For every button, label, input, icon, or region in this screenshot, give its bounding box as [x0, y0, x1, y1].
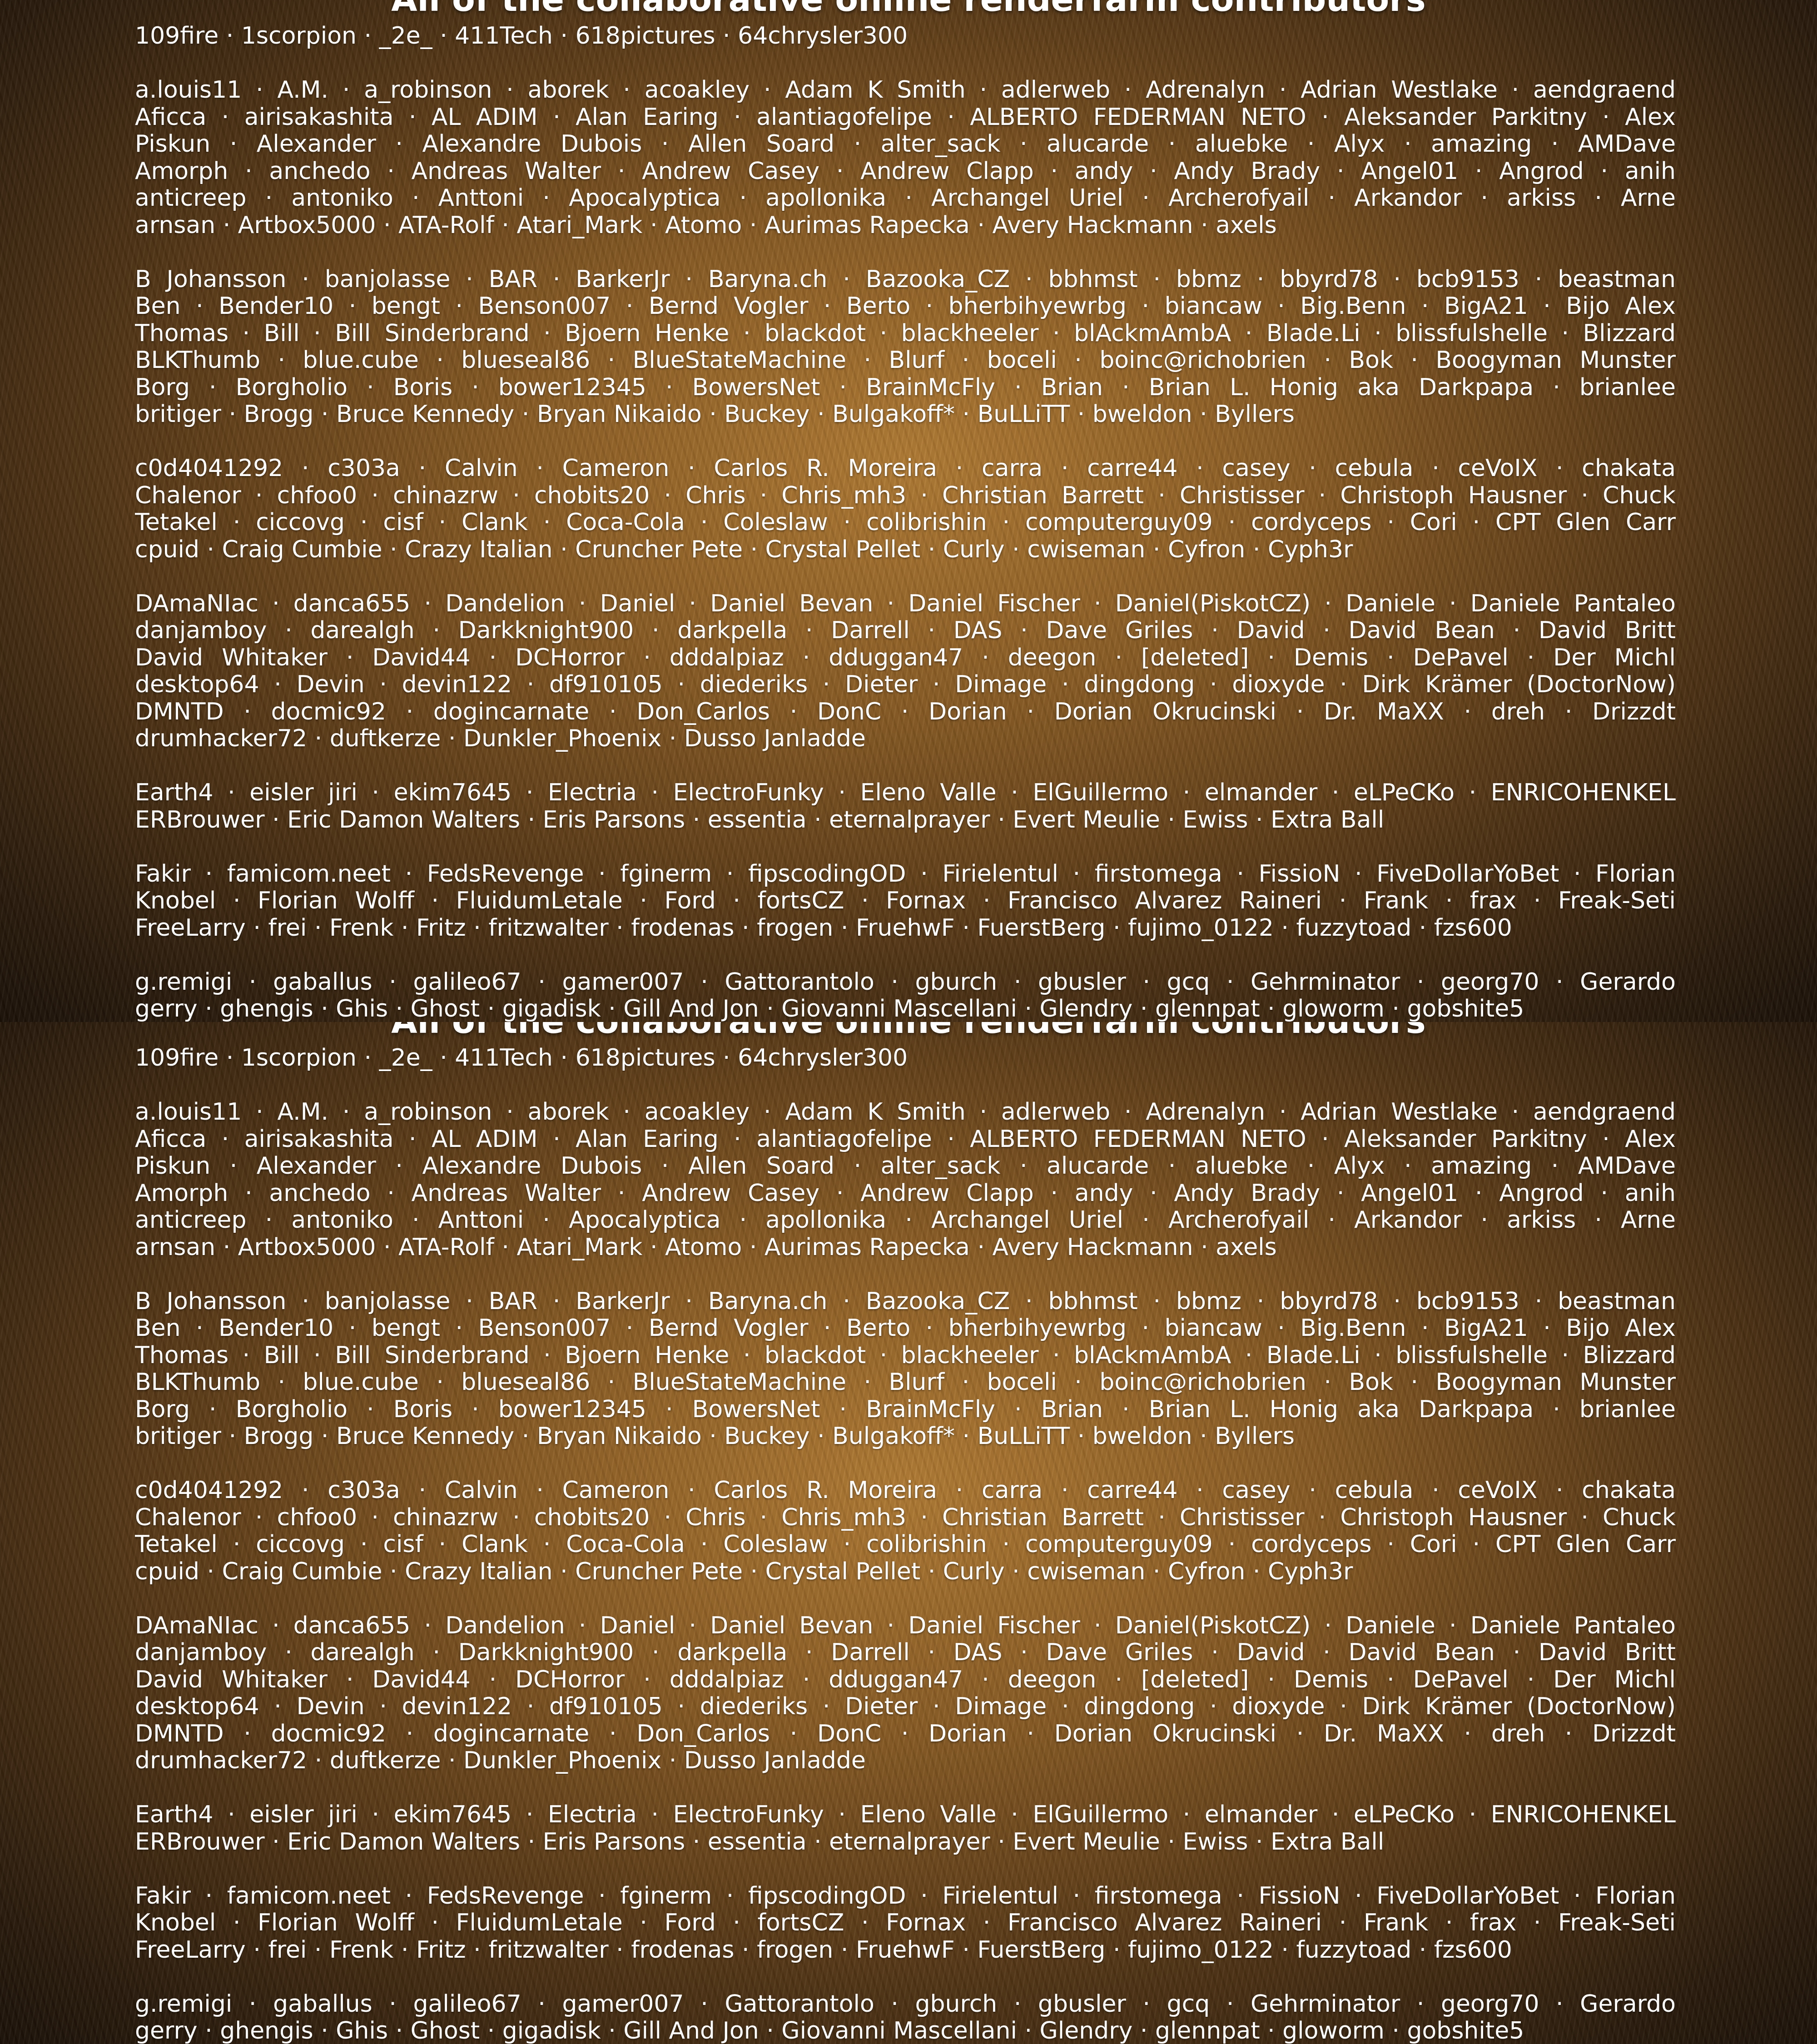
credit-line: BLKThumb · blue.cube · blueseal86 · BlueStateMachine · Blurf · boceli · boinc@richobrien · Bok · Boogyman Munster: [135, 347, 1676, 374]
credit-line: Amorph · anchedo · Andreas Walter · Andrew Casey · Andrew Clapp · andy · Andy Brady · Angel01 · Angrod · anih: [135, 1180, 1676, 1207]
credit-line: cpuid · Craig Cumbie · Crazy Italian · Cruncher Pete · Crystal Pellet · Curly · cwiseman · Cyfron · Cyph3r: [135, 1558, 1676, 1586]
credit-line: Ben · Bender10 · bengt · Benson007 · Bernd Vogler · Berto · bherbihyewrbg · biancaw · Big.Benn · BigA21 · Bijo Alex: [135, 293, 1676, 320]
credit-line: Tetakel · ciccovg · cisf · Clank · Coca-Cola · Coleslaw · colibrishin · computerguy09 · cordyceps · Cori · CPT Glen Carr: [135, 1531, 1676, 1558]
credit-line: Fakir · famicom.neet · FedsRevenge · fginerm · fipscodingOD · Firielentul · firstomega · FissioN · FiveDollarYoBet · Florian: [135, 1883, 1676, 1910]
credit-line: gerry · ghengis · Ghis · Ghost · gigadisk · Gill And Jon · Giovanni Mascellani · Glendry · glennpat · gloworm · gobshite5: [135, 996, 1676, 1022]
credit-line: a.louis11 · A.M. · a_robinson · aborek · acoakley · Adam K Smith · adlerweb · Adrenalyn · Adrian Westlake · aendgraend: [135, 1099, 1676, 1126]
credit-line: Earth4 · eisler jiri · ekim7645 · Electria · ElectroFunky · Eleno Valle · ElGuillermo · elmander · eLPeCKo · ENRICOHENKEL: [135, 1801, 1676, 1829]
credit-line: arnsan · Artbox5000 · ATA-Rolf · Atari_Mark · Atomo · Aurimas Rapecka · Avery Hackmann · axels: [135, 212, 1676, 239]
credit-line: a.louis11 · A.M. · a_robinson · aborek · acoakley · Adam K Smith · adlerweb · Adrenalyn · Adrian Westlake · aendgraend: [135, 77, 1676, 104]
credit-line: britiger · Brogg · Bruce Kennedy · Bryan Nikaido · Buckey · Bulgakoff* · BuLLiTT · bweldon · Byllers: [135, 1423, 1676, 1450]
credit-line: David Whitaker · David44 · DCHorror · dddalpiaz · dduggan47 · deegon · [deleted] · Demis · DePavel · Der Michl: [135, 1667, 1676, 1694]
credit-line: DMNTD · docmic92 · dogincarnate · Don_Carlos · DonC · Dorian · Dorian Okrucinski · Dr. MaXX · dreh · Drizzdt: [135, 1721, 1676, 1748]
credit-line: cpuid · Craig Cumbie · Crazy Italian · Cruncher Pete · Crystal Pellet · Curly · cwiseman · Cyfron · Cyph3r: [135, 536, 1676, 564]
credit-line: Borg · Borgholio · Boris · bower12345 · BowersNet · BrainMcFly · Brian · Brian L. Honig aka Darkpapa · brianlee: [135, 374, 1676, 402]
credit-line: britiger · Brogg · Bruce Kennedy · Bryan Nikaido · Buckey · Bulgakoff* · BuLLiTT · bweldon · Byllers: [135, 401, 1676, 428]
credit-line: Aficca · airisakashita · AL ADIM · Alan Earing · alantiagofelipe · ALBERTO FEDERMAN NETO · Aleksander Parkitny · Alex: [135, 104, 1676, 131]
credit-line: 109fire · 1scorpion · _2e_ · 411Tech · 618pictures · 64chrysler300: [135, 23, 1676, 50]
credit-line: David Whitaker · David44 · DCHorror · dddalpiaz · dduggan47 · deegon · [deleted] · Demis · DePavel · Der Michl: [135, 645, 1676, 672]
credit-line: Chalenor · chfoo0 · chinazrw · chobits20 · Chris · Chris_mh3 · Christian Barrett · Christisser · Christoph Hausner · Chuck: [135, 482, 1676, 510]
credit-line: danjamboy · darealgh · Darkknight900 · darkpella · Darrell · DAS · Dave Griles · David · David Bean · David Britt: [135, 617, 1676, 645]
credit-line: g.remigi · gaballus · galileo67 · gamer007 · Gattorantolo · gburch · gbusler · gcq · Gehrminator · georg70 · Gerardo: [135, 969, 1676, 996]
credit-line: arnsan · Artbox5000 · ATA-Rolf · Atari_Mark · Atomo · Aurimas Rapecka · Avery Hackmann · axels: [135, 1234, 1676, 1261]
credit-line: c0d4041292 · c303a · Calvin · Cameron · Carlos R. Moreira · carra · carre44 · casey · cebula · ceVoIX · chakata: [135, 1477, 1676, 1504]
credit-line: drumhacker72 · duftkerze · Dunkler_Phoenix · Dusso Janladde: [135, 1747, 1676, 1775]
credit-line: FreeLarry · frei · Frenk · Fritz · fritzwalter · frodenas · frogen · FruehwF · FuerstBerg · fujimo_0122 · fuzzytoad · fzs600: [135, 1937, 1676, 1964]
credit-line: DMNTD · docmic92 · dogincarnate · Don_Carlos · DonC · Dorian · Dorian Okrucinski · Dr. MaXX · dreh · Drizzdt: [135, 699, 1676, 726]
credit-line: DAmaNIac · danca655 · Dandelion · Daniel · Daniel Bevan · Daniel Fischer · Daniel(PiskotCZ) · Daniele · Daniele Pantaleo: [135, 590, 1676, 618]
credit-line: Knobel · Florian Wolff · FluidumLetale · Ford · fortsCZ · Fornax · Francisco Alvarez Raineri · Frank · frax · Freak-Seti: [135, 1910, 1676, 1937]
credit-line: drumhacker72 · duftkerze · Dunkler_Phoenix · Dusso Janladde: [135, 725, 1676, 753]
credit-line: B Johansson · banjolasse · BAR · BarkerJr · Baryna.ch · Bazooka_CZ · bbhmst · bbmz · bbyrd78 · bcb9153 · beastman: [135, 1288, 1676, 1315]
credit-line: BLKThumb · blue.cube · blueseal86 · BlueStateMachine · Blurf · boceli · boinc@richobrien · Bok · Boogyman Munster: [135, 1369, 1676, 1396]
credit-line: g.remigi · gaballus · galileo67 · gamer007 · Gattorantolo · gburch · gbusler · gcq · Gehrminator · georg70 · Gerardo: [135, 1991, 1676, 2018]
credit-line: c0d4041292 · c303a · Calvin · Cameron · Carlos R. Moreira · carra · carre44 · casey · cebula · ceVoIX · chakata: [135, 455, 1676, 482]
credit-line: anticreep · antoniko · Anttoni · Apocalyptica · apollonika · Archangel Uriel · Archerofyail · Arkandor · arkiss · Arne: [135, 1207, 1676, 1234]
credit-line: desktop64 · Devin · devin122 · df910105 · diederiks · Dieter · Dimage · dingdong · dioxyde · Dirk Krämer (DoctorNow): [135, 671, 1676, 699]
credit-line: Borg · Borgholio · Boris · bower12345 · BowersNet · BrainMcFly · Brian · Brian L. Honig aka Darkpapa · brianlee: [135, 1396, 1676, 1424]
credit-line: gerry · ghengis · Ghis · Ghost · gigadisk · Gill And Jon · Giovanni Mascellani · Glendry · glennpat · gloworm · gobshite5: [135, 2018, 1676, 2044]
credit-line: ERBrouwer · Eric Damon Walters · Eris Parsons · essentia · eternalprayer · Evert Meulie · Ewiss · Extra Ball: [135, 807, 1676, 834]
credit-line: Thomas · Bill · Bill Sinderbrand · Bjoern Henke · blackdot · blackheeler · blAckmAmbA · Blade.Li · blissfulshelle · Blizzard: [135, 1342, 1676, 1369]
credit-line: Earth4 · eisler jiri · ekim7645 · Electria · ElectroFunky · Eleno Valle · ElGuillermo · elmander · eLPeCKo · ENRICOHENKEL: [135, 779, 1676, 807]
credit-line: Aficca · airisakashita · AL ADIM · Alan Earing · alantiagofelipe · ALBERTO FEDERMAN NETO · Aleksander Parkitny · Alex: [135, 1126, 1676, 1153]
credit-line: 109fire · 1scorpion · _2e_ · 411Tech · 618pictures · 64chrysler300: [135, 1045, 1676, 1072]
credit-line: anticreep · antoniko · Anttoni · Apocalyptica · apollonika · Archangel Uriel · Archerofyail · Arkandor · arkiss · Arne: [135, 185, 1676, 212]
credit-line: Thomas · Bill · Bill Sinderbrand · Bjoern Henke · blackdot · blackheeler · blAckmAmbA · Blade.Li · blissfulshelle · Blizzard: [135, 320, 1676, 347]
credit-line: desktop64 · Devin · devin122 · df910105 · diederiks · Dieter · Dimage · dingdong · dioxyde · Dirk Krämer (DoctorNow): [135, 1693, 1676, 1721]
credit-line: Piskun · Alexander · Alexandre Dubois · Allen Soard · alter_sack · alucarde · aluebke · Alyx · amazing · AMDave: [135, 1153, 1676, 1180]
credit-line: Ben · Bender10 · bengt · Benson007 · Bernd Vogler · Berto · bherbihyewrbg · biancaw · Big.Benn · BigA21 · Bijo Alex: [135, 1315, 1676, 1342]
credit-line: ERBrouwer · Eric Damon Walters · Eris Parsons · essentia · eternalprayer · Evert Meulie · Ewiss · Extra Ball: [135, 1829, 1676, 1856]
credit-line: Knobel · Florian Wolff · FluidumLetale · Ford · fortsCZ · Fornax · Francisco Alvarez Raineri · Frank · frax · Freak-Seti: [135, 888, 1676, 915]
credit-line: DAmaNIac · danca655 · Dandelion · Daniel · Daniel Bevan · Daniel Fischer · Daniel(PiskotCZ) · Daniele · Daniele Pantaleo: [135, 1612, 1676, 1640]
credit-line: Amorph · anchedo · Andreas Walter · Andrew Casey · Andrew Clapp · andy · Andy Brady · Angel01 · Angrod · anih: [135, 158, 1676, 185]
credit-line: Piskun · Alexander · Alexandre Dubois · Allen Soard · alter_sack · alucarde · aluebke · Alyx · amazing · AMDave: [135, 131, 1676, 158]
credit-line: Tetakel · ciccovg · cisf · Clank · Coca-Cola · Coleslaw · colibrishin · computerguy09 · cordyceps · Cori · CPT Glen Carr: [135, 509, 1676, 536]
credit-line: Fakir · famicom.neet · FedsRevenge · fginerm · fipscodingOD · Firielentul · firstomega · FissioN · FiveDollarYoBet · Florian: [135, 861, 1676, 888]
credit-line: FreeLarry · frei · Frenk · Fritz · fritzwalter · frodenas · frogen · FruehwF · FuerstBerg · fujimo_0122 · fuzzytoad · fzs600: [135, 915, 1676, 942]
credit-line: Chalenor · chfoo0 · chinazrw · chobits20 · Chris · Chris_mh3 · Christian Barrett · Christisser · Christoph Hausner · Chuck: [135, 1504, 1676, 1532]
credit-line: danjamboy · darealgh · Darkknight900 · darkpella · Darrell · DAS · Dave Griles · David · David Bean · David Britt: [135, 1639, 1676, 1667]
credit-line: B Johansson · banjolasse · BAR · BarkerJr · Baryna.ch · Bazooka_CZ · bbhmst · bbmz · bbyrd78 · bcb9153 · beastman: [135, 266, 1676, 293]
